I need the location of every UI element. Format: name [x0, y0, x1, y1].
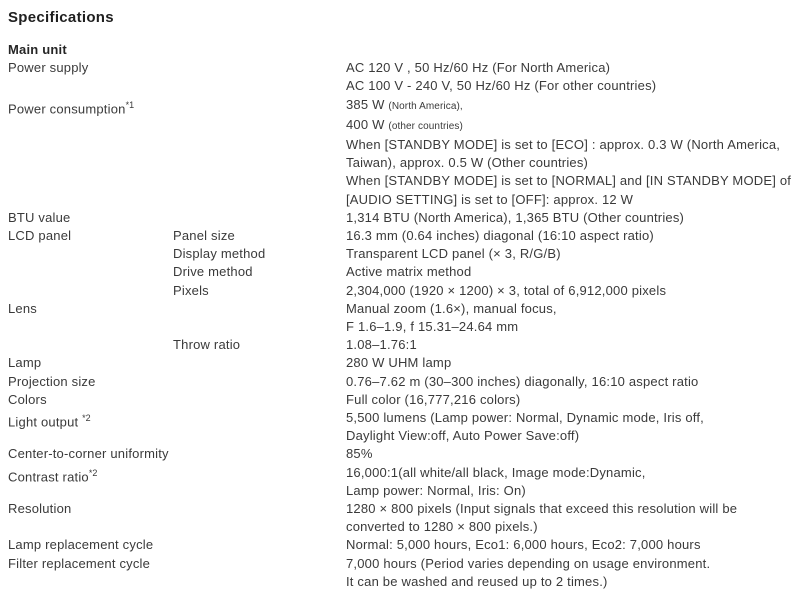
table-row [8, 536, 785, 554]
value-line: 0.76–7.62 m (30–300 inches) diagonally, 16:10 aspect ratio [346, 373, 699, 389]
spec-sublabel: Pixels [173, 282, 209, 298]
spec-value [346, 96, 791, 209]
spec-label: BTU value [8, 209, 71, 225]
spec-label: Resolution [8, 501, 72, 517]
value-line: F 1.6–1.9, f 15.31–24.64 mm [346, 319, 519, 335]
spec-value [346, 409, 785, 445]
spec-value [346, 354, 785, 372]
value-line: Full color (16,777,216 colors) [346, 391, 521, 407]
value-segment-small: (North America), [388, 100, 463, 112]
table-row [8, 96, 792, 209]
spec-label: Contrast ratio$^{*2}$ [8, 467, 98, 484]
table-row [8, 391, 785, 409]
spec-sublabel: Display method [173, 246, 266, 262]
value-line: Taiwan), approx. 0.5 W (Other countries) [346, 155, 589, 171]
spec-value [346, 555, 785, 591]
table-row [8, 409, 785, 445]
spec-sublabel: Throw ratio [173, 337, 241, 353]
spec-value [346, 445, 785, 463]
value-line: 1,314 BTU (North America), 1,365 BTU (Other countries) [346, 209, 685, 225]
value-line: AC 100 V - 240 V, 50 Hz/60 Hz (For other countries) [346, 78, 657, 94]
spec-value [346, 464, 785, 500]
spec-value [346, 500, 785, 536]
value-segment-small: (other countries) [388, 120, 463, 132]
table-row [8, 445, 785, 463]
spec-label: Filter replacement cycle [8, 555, 151, 571]
value-line: When [STANDBY MODE] is set to [ECO] : approx. 0.3 W (North America, [346, 137, 781, 153]
value-line: 1280 × 800 pixels (Input signals that exceed this resolution will be [346, 501, 738, 517]
spec-sublabel: Drive method [173, 264, 253, 280]
spec-value [346, 282, 785, 300]
value-line: 7,000 hours (Period varies depending on usage environment. [346, 555, 711, 571]
value-line: Lamp power: Normal, Iris: On) [346, 482, 526, 498]
table-row [8, 227, 785, 245]
value-line: 16,000:1(all white/all black, Image mode:Dynamic, [346, 464, 646, 480]
value-line: Transparent LCD panel (× 3, R/G/B) [346, 246, 561, 262]
spec-value [346, 209, 785, 227]
value-segment: 385 W [346, 96, 389, 112]
table-row [8, 263, 785, 281]
value-line: Daylight View:off, Auto Power Save:off) [346, 428, 580, 444]
value-line: Manual zoom (1.6×), manual focus, [346, 300, 557, 316]
spec-value [346, 300, 785, 336]
value-line: 2,304,000 (1920 × 1200) × 3, total of 6,912,000 pixels [346, 282, 667, 298]
value-line [346, 116, 791, 136]
value-line: 1.08–1.76:1 [346, 337, 417, 353]
value-line: It can be washed and reused up to 2 times.) [346, 573, 608, 589]
value-line: 280 W UHM lamp [346, 355, 452, 371]
spec-value [346, 391, 785, 409]
value-segment: 400 W [346, 116, 389, 132]
value-line: 16.3 mm (0.64 inches) diagonal (16:10 aspect ratio) [346, 228, 654, 244]
value-line: 85% [346, 446, 373, 462]
spec-label: Power consumption$^{*1}$ [8, 99, 135, 116]
spec-label: Lamp [8, 355, 42, 371]
table-row [8, 464, 785, 500]
spec-label: Colors [8, 391, 47, 407]
spec-sublabel: Panel size [173, 228, 235, 244]
table-row [8, 500, 785, 536]
table-row [8, 555, 785, 591]
value-line: When [STANDBY MODE] is set to [NORMAL] and [IN STANDBY MODE] of [346, 173, 792, 189]
table-row [8, 336, 785, 354]
spec-label: Lamp replacement cycle [8, 537, 154, 553]
table-row [8, 245, 785, 263]
value-line: Active matrix method [346, 264, 472, 280]
value-line: Normal: 5,000 hours, Eco1: 6,000 hours, Eco2: 7,000 hours [346, 537, 701, 553]
section-heading-main-unit: Main unit [8, 42, 67, 57]
value-line [346, 96, 791, 116]
page-title: Specifications [8, 9, 114, 26]
spec-value [346, 227, 785, 245]
spec-label: LCD panel [8, 228, 72, 244]
spec-value [346, 536, 785, 554]
spec-label: Power supply [8, 60, 89, 76]
value-line: AC 120 V , 50 Hz/60 Hz (For North America) [346, 60, 611, 76]
table-row [8, 59, 785, 95]
table-row [8, 209, 785, 227]
table-row [8, 373, 785, 391]
spec-label: Projection size [8, 373, 96, 389]
table-row [8, 354, 785, 372]
spec-label: Light output $^{*2}$ [8, 413, 91, 430]
spec-value [346, 336, 785, 354]
table-row [8, 282, 785, 300]
spec-value [346, 59, 785, 95]
spec-label: Lens [8, 300, 37, 316]
spec-value [346, 263, 785, 281]
spec-value [346, 373, 785, 391]
spec-value [346, 245, 785, 263]
spec-label: Center-to-corner uniformity [8, 446, 169, 462]
value-line: 5,500 lumens (Lamp power: Normal, Dynamic mode, Iris off, [346, 410, 704, 426]
value-line: converted to 1280 × 800 pixels.) [346, 519, 538, 535]
table-row [8, 300, 785, 336]
value-line: [AUDIO SETTING] is set to [OFF]: approx. 12 W [346, 191, 634, 207]
spec-table [8, 59, 792, 591]
